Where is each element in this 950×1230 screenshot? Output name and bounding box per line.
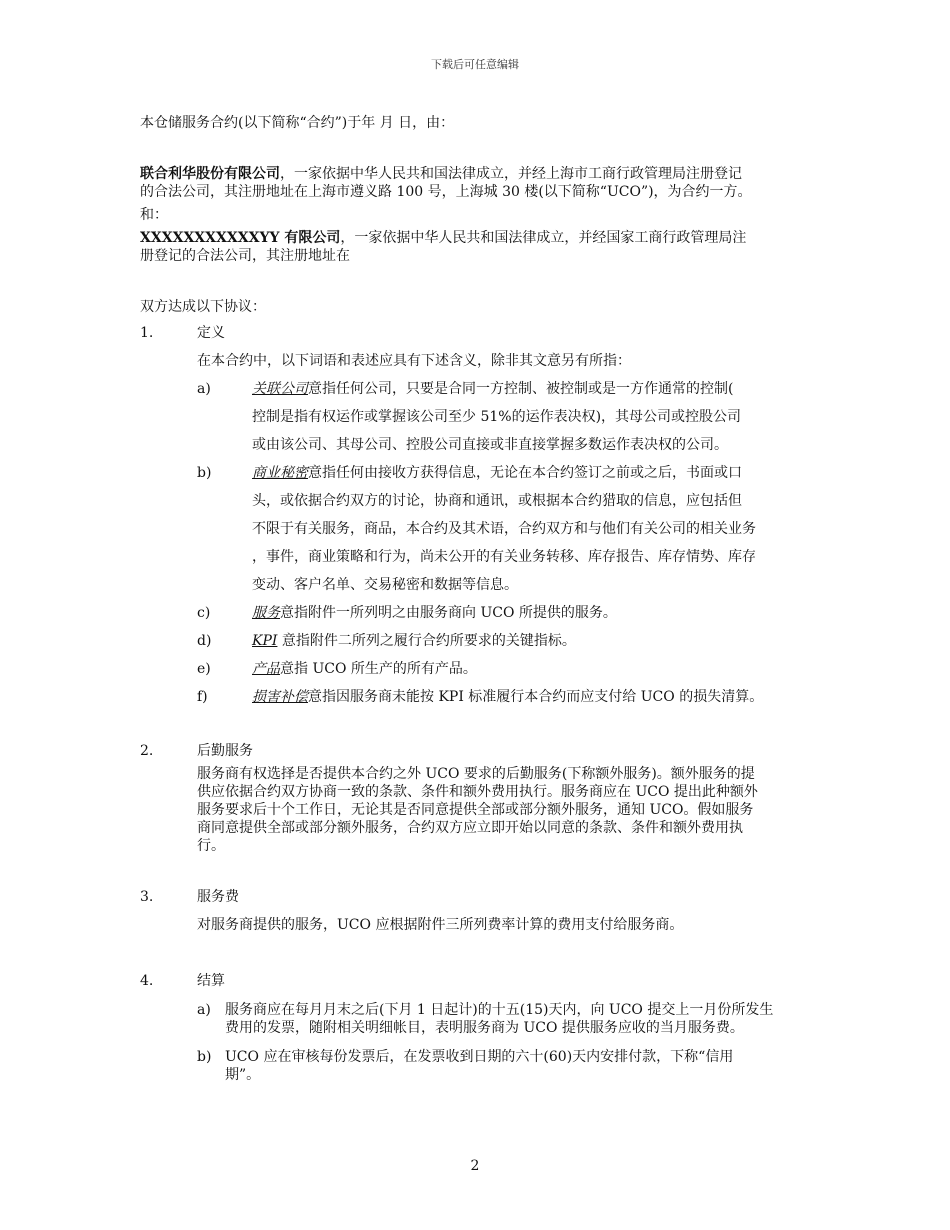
section-2-line1: 服务商有权选择是否提供本合约之外 UCO 要求的后勤服务(下称额外服务)。额外服务的提 bbox=[197, 766, 755, 782]
section-2-line5: 行。 bbox=[197, 838, 225, 854]
section-1-number: 1. bbox=[140, 325, 154, 341]
party2-line1 bbox=[140, 229, 746, 247]
s1-item-a-line1 bbox=[252, 380, 733, 398]
s4-item-b-line2: 期”。 bbox=[225, 1067, 261, 1083]
s1-item-b-line1 bbox=[252, 464, 742, 482]
term-product: 产品 bbox=[252, 661, 280, 677]
s1-item-a-line3: 或由该公司、其母公司、控股公司直接或非直接掌握多数运作表决权的公司。 bbox=[252, 437, 728, 453]
section-3-text: 对服务商提供的服务，UCO 应根据附件三所列费率计算的费用支付给服务商。 bbox=[197, 917, 684, 933]
s1-item-e-label: e) bbox=[197, 661, 211, 677]
s1-item-e-text: 意指 UCO 所生产的所有产品。 bbox=[280, 661, 477, 677]
section-1-intro: 在本合约中，以下词语和表述应具有下述含义，除非其文意另有所指： bbox=[197, 353, 631, 369]
section-2-title: 后勤服务 bbox=[197, 743, 253, 759]
s1-item-f-text: 意指因服务商未能按 KPI 标准履行本合约而应支付给 UCO 的损失清算。 bbox=[308, 689, 764, 705]
page-header: 下载后可任意编辑 bbox=[431, 58, 519, 71]
agreement-text: 双方达成以下协议： bbox=[140, 299, 266, 315]
s4-item-a-line2: 费用的发票，随附相关明细帐目，表明服务商为 UCO 提供服务应收的当月服务费。 bbox=[225, 1020, 744, 1036]
s1-item-b-label: b) bbox=[197, 465, 212, 481]
party1-text-1: ，一家依据中华人民共和国法律成立，并经上海市工商行政管理局注册登记 bbox=[280, 166, 742, 182]
s1-item-a-label: a) bbox=[197, 381, 211, 397]
s1-item-c-line1 bbox=[252, 604, 617, 622]
section-3-title: 服务费 bbox=[197, 889, 239, 905]
term-trade-secret: 商业秘密 bbox=[252, 465, 308, 481]
s1-item-b-line2: 头，或依据合约双方的讨论，协商和通讯，或根据本合约猎取的信息，应包括但 bbox=[252, 493, 742, 509]
page-number: 2 bbox=[470, 1158, 480, 1174]
party1-line2: 的合法公司，其注册地址在上海市遵义路 100 号，上海城 30 楼(以下简称“UCO”)，为合约一方。 bbox=[140, 184, 752, 200]
section-2-line4: 商同意提供全部或部分额外服务，合约双方应立即开始以同意的条款、条件和额外费用执 bbox=[197, 820, 743, 836]
s1-item-f-line1 bbox=[252, 688, 763, 706]
s1-item-d-text: 意指附件二所列之履行合约所要求的关键指标。 bbox=[277, 633, 576, 649]
party2-name: XXXXXXXXXXXYY 有限公司 bbox=[140, 230, 341, 246]
section-3-number: 3. bbox=[140, 889, 154, 905]
s1-item-a-text: 意指任何公司，只要是合同一方控制、被控制或是一方作通常的控制( bbox=[308, 381, 734, 397]
section-4-number: 4. bbox=[140, 973, 154, 989]
s1-item-d-line1 bbox=[252, 632, 576, 650]
s4-item-b-label: b) bbox=[197, 1049, 212, 1065]
term-kpi: KPI bbox=[252, 633, 278, 649]
s1-item-b-line5: 变动、客户名单、交易秘密和数据等信息。 bbox=[252, 577, 518, 593]
s1-item-a-line2: 控制是指有权运作或掌握该公司至少 51%的运作表决权)，其母公司或控股公司 bbox=[252, 409, 742, 425]
section-2-number: 2. bbox=[140, 743, 154, 759]
party1-line1 bbox=[140, 165, 742, 183]
s1-item-d-label: d) bbox=[197, 633, 212, 649]
section-4-title: 结算 bbox=[197, 973, 225, 989]
s4-item-a-line1: 服务商应在每月月末之后(下月 1 日起计)的十五(15)天内，向 UCO 提交上一月份所发生 bbox=[225, 1002, 774, 1018]
s1-item-b-line4: ，事件，商业策略和行为，尚未公开的有关业务转移、库存报告、库存情势、库存 bbox=[252, 549, 756, 565]
intro-text: 本仓储服务合约(以下简称“合约”)于年 月 日，由： bbox=[140, 115, 455, 131]
and-text: 和： bbox=[140, 207, 168, 223]
s1-item-f-label: f) bbox=[197, 689, 208, 705]
term-damages: 损害补偿 bbox=[252, 689, 308, 705]
section-1-title: 定义 bbox=[197, 325, 225, 341]
party1-name: 联合利华股份有限公司 bbox=[140, 166, 280, 182]
section-2-line3: 服务要求后十个工作日，无论其是否同意提供全部或部分额外服务，通知 UCO。假如服务 bbox=[197, 802, 754, 818]
party2-text-1: ，一家依据中华人民共和国法律成立，并经国家工商行政管理局注 bbox=[340, 230, 747, 246]
term-service: 服务 bbox=[252, 605, 280, 621]
s1-item-b-line3: 不限于有关服务，商品，本合约及其术语，合约双方和与他们有关公司的相关业务 bbox=[252, 521, 756, 537]
term-affiliate: 关联公司 bbox=[252, 381, 308, 397]
s1-item-c-text: 意指附件一所列明之由服务商向 UCO 所提供的服务。 bbox=[280, 605, 617, 621]
s4-item-b-line1: UCO 应在审核每份发票后，在发票收到日期的六十(60)天内安排付款，下称“信用 bbox=[225, 1049, 734, 1065]
party2-line2: 册登记的合法公司，其注册地址在 bbox=[140, 248, 350, 264]
s1-item-b-text: 意指任何由接收方获得信息，无论在本合约签订之前或之后，书面或口 bbox=[308, 465, 742, 481]
s1-item-e-line1 bbox=[252, 660, 477, 678]
section-2-line2: 供应依据合约双方协商一致的条款、条件和额外费用执行。服务商应在 UCO 提出此种额外 bbox=[197, 784, 758, 800]
s4-item-a-label: a) bbox=[197, 1002, 211, 1018]
s1-item-c-label: c) bbox=[197, 605, 211, 621]
